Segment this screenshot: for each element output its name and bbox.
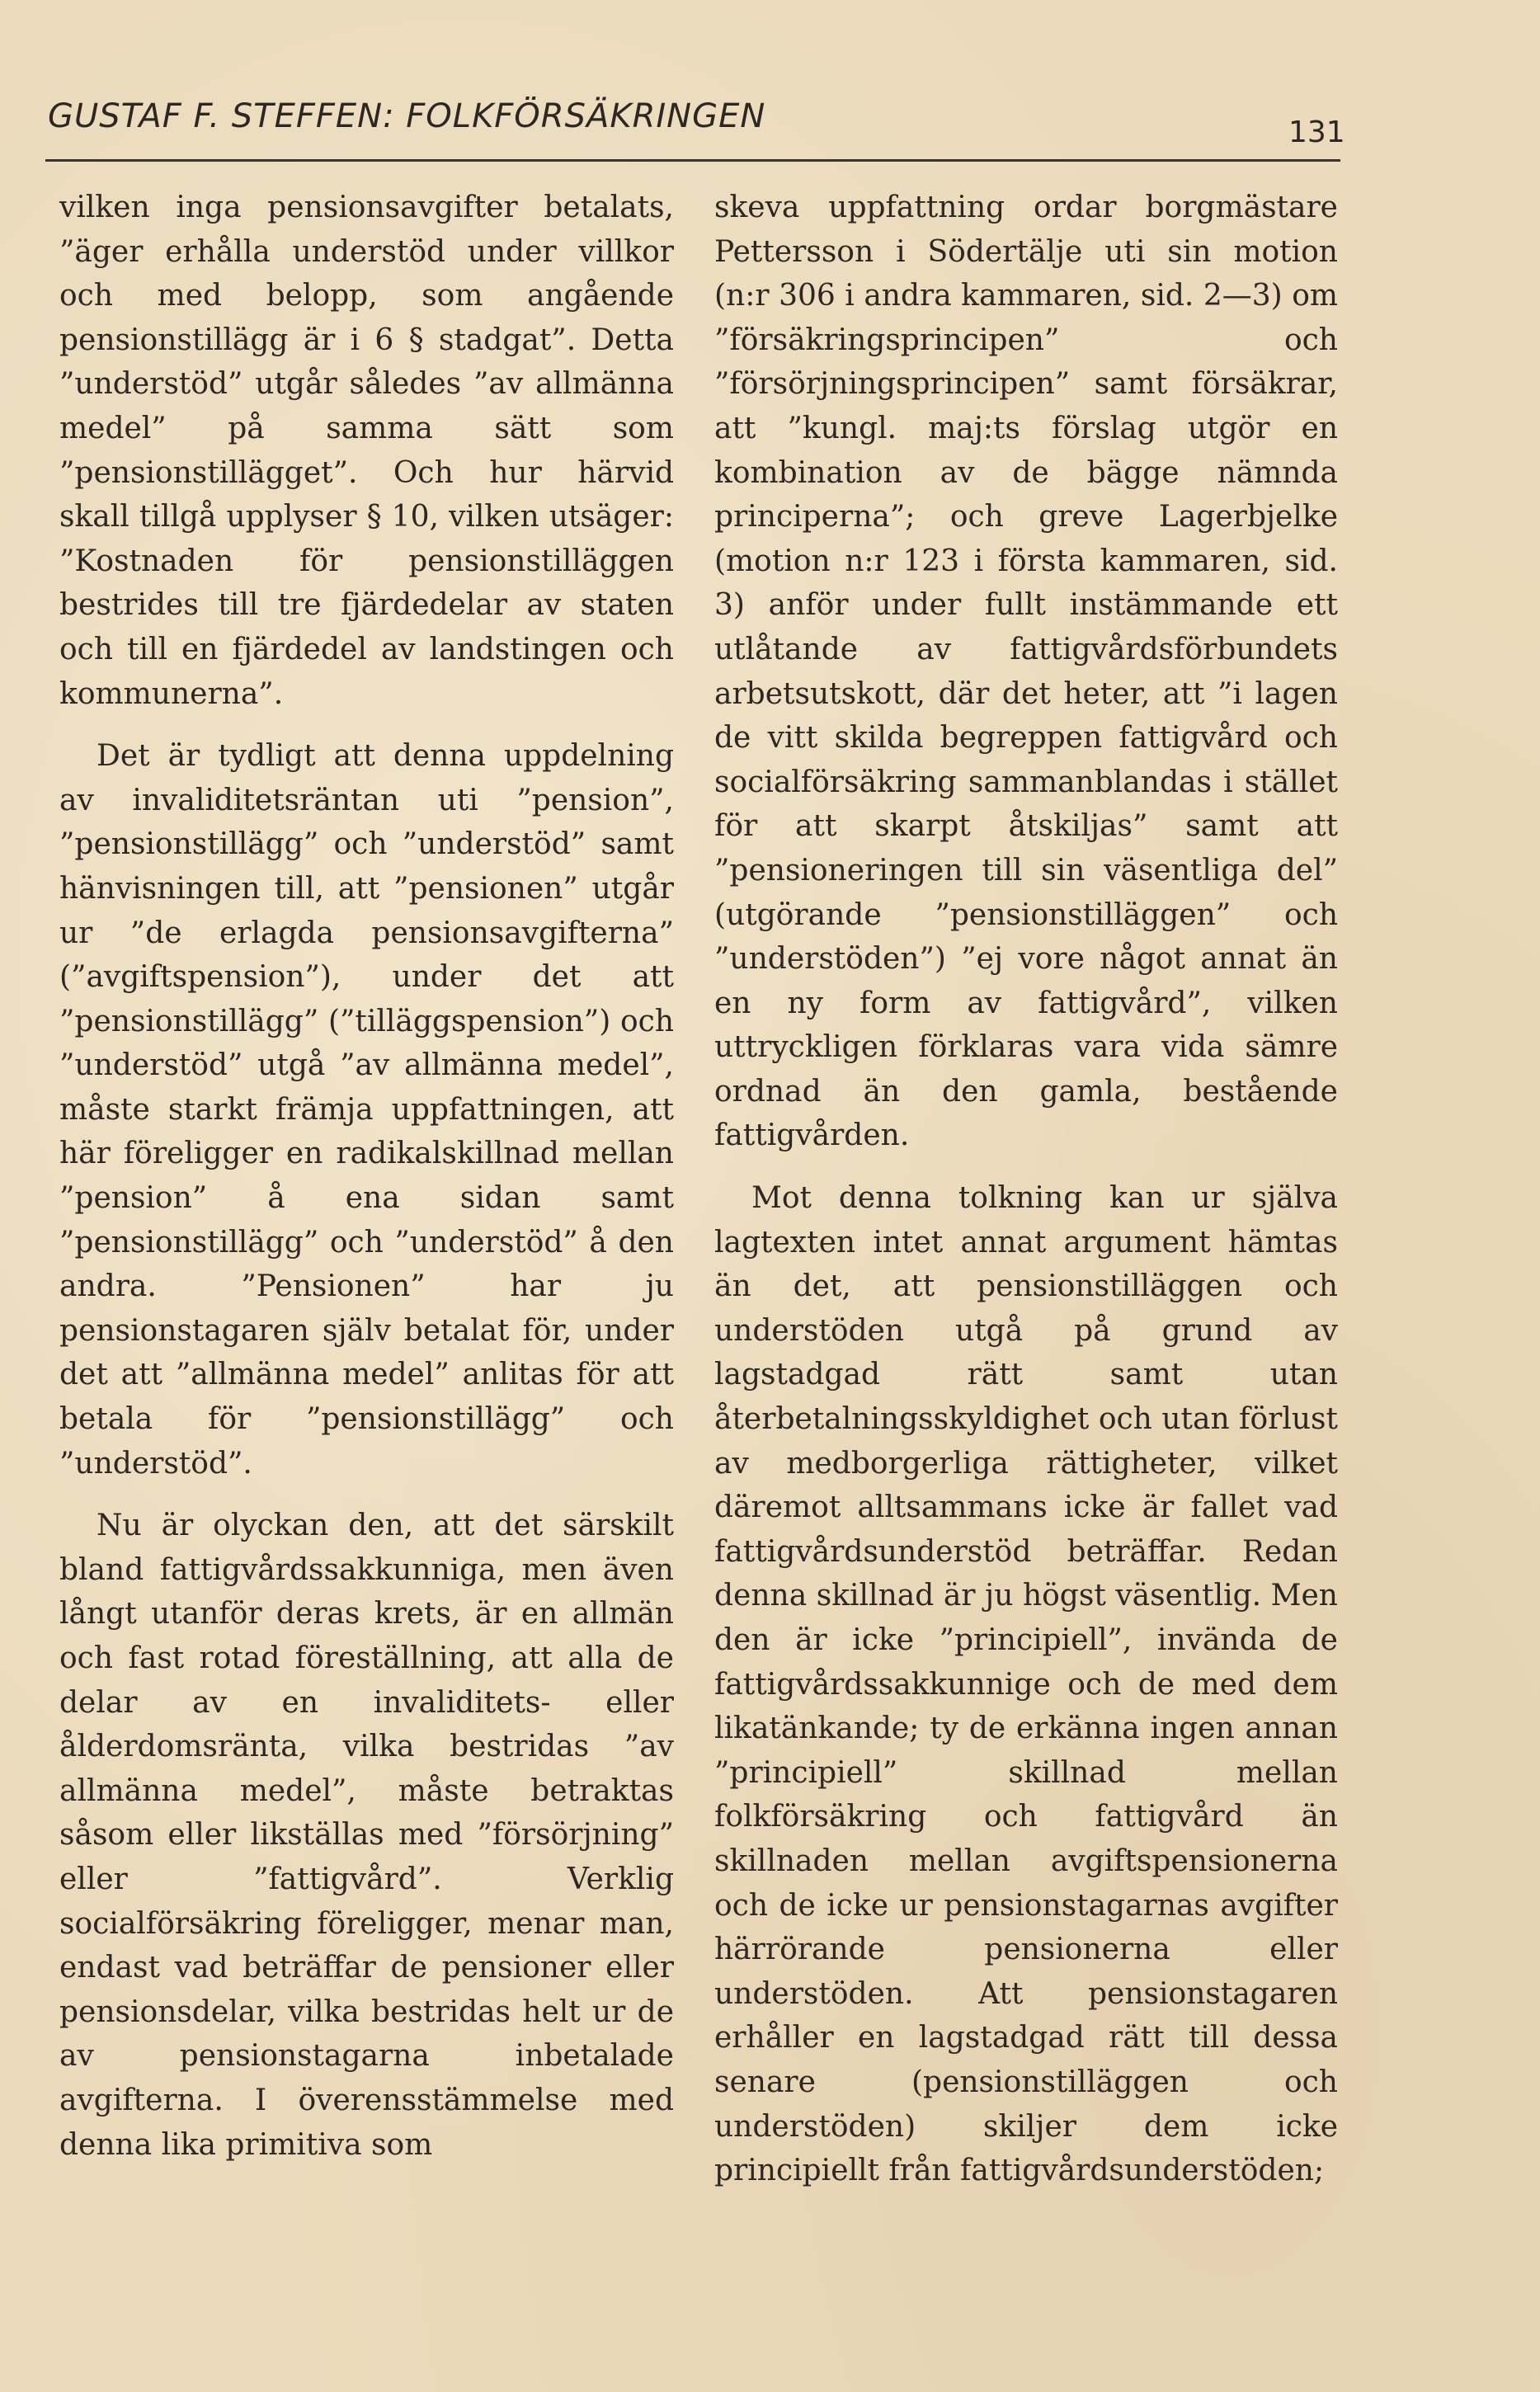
left-column [59,186,674,2185]
left-paragraph-2: Det är tydligt att denna uppdelning av invaliditetsräntan uti ”pension”, ”pensionstillägg” och ”understöd” samt hänvisningen till, att ”pensionen” utgår ur ”de erlagda pensionsavgifterna” (”avgiftspension”), under det att ”pensionstillägg” (”tilläggspension”) och ”understöd” utgå ”av allmänna medel”, måste starkt främja uppfattningen, att här föreligger en radikalskillnad mellan ”pension” å ena sidan samt ”pensionstillägg” och ”understöd” å den andra. ”Pensionen” har ju pensionstagaren själv betalat för, under det att ”allmänna medel” anlitas för att betala för ”pensionstillägg” och ”understöd”. [59,739,674,1481]
running-head: GUSTAF F. STEFFEN: FOLKFÖRSÄKRINGEN [48,97,766,135]
left-paragraph-3: Nu är olyckan den, att det särskilt bland fattigvårdssakkunniga, men även långt utanför deras krets, är en allmän och fast rotad föreställning, att alla de delar av en invaliditets- eller ålderdomsränta, vilka bestridas ”av allmänna medel”, måste betraktas såsom eller likställas med ”försörjning” eller ”fattigvård”. Verklig socialförsäkring föreligger, menar man, endast vad beträffar de pensioner eller pensionsdelar, vilka bestridas helt ur de av pensionstagarna inbetalade avgifterna. I överensstämmelse med denna lika primitiva som [59,1509,674,2162]
page-number: 131 [1288,115,1345,149]
right-paragraph-2: Mot denna tolkning kan ur själva lagtexten intet annat argument hämtas än det, att pensionstilläggen och understöden utgå på grund av lagstadgad rätt samt utan återbetalningsskyldighet och utan förlust av medborgerliga rättigheter, vilket däremot alltsammans icke är fallet vad fattigvårdsunderstöd beträffar. Redan denna skillnad är ju högst väsentlig. Men den är icke ”principiell”, invända de fattigvårdssakkunnige och de med dem likatänkande; ty de erkänna ingen annan ”principiell” skillnad mellan folkförsäkring och fattigvård än skillnaden mellan avgiftspensionerna och de icke ur pensionstagarnas avgifter härrörande pensionerna eller understöden. Att pensionstagaren erhåller en lagstadgad rätt till dessa senare (pensionstilläggen och understöden) skiljer dem icke principiellt från fattigvårdsunderstöden; [714,1181,1338,2188]
left-paragraph-1: vilken inga pensionsavgifter betalats, ”äger erhålla understöd under villkor och med belopp, som angående pensionstillägg är i 6 § stadgat”. Detta ”understöd” utgår således ”av allmänna medel” på samma sätt som ”pensionstillägget”. Och hur härvid skall tillgå upplyser § 10, vilken utsäger: ”Kostnaden för pensionstilläggen bestrides till tre fjärdedelar av staten och till en fjärdedel av landstingen och kommunerna”. [59,191,674,711]
header-rule [45,159,1340,162]
right-paragraph-1: skeva uppfattning ordar borgmästare Pettersson i Södertälje uti sin motion (n:r 306 i andra kammaren, sid. 2—3) om ”försäkringsprincipen” och ”försörjningsprincipen” samt försäkrar, att ”kungl. maj:ts förslag utgör en kombination av de bägge nämnda principerna”; och greve Lagerbjelke (motion n:r 123 i första kammaren, sid. 3) anför under fullt instämmande ett utlåtande av fattigvårdsförbundets arbetsutskott, där det heter, att ”i lagen de vitt skilda begreppen fattigvård och socialförsäkring sammanblandas i stället för att skarpt åtskiljas” samt att ”pensioneringen till sin väsentliga del” (utgörande ”pensionstilläggen” och ”understöden”) ”ej vore något annat än en ny form av fattigvård”, vilken uttryckligen förklaras vara vida sämre ordnad än den gamla, bestående fattigvården. [714,191,1338,1153]
right-column [714,186,1338,2211]
